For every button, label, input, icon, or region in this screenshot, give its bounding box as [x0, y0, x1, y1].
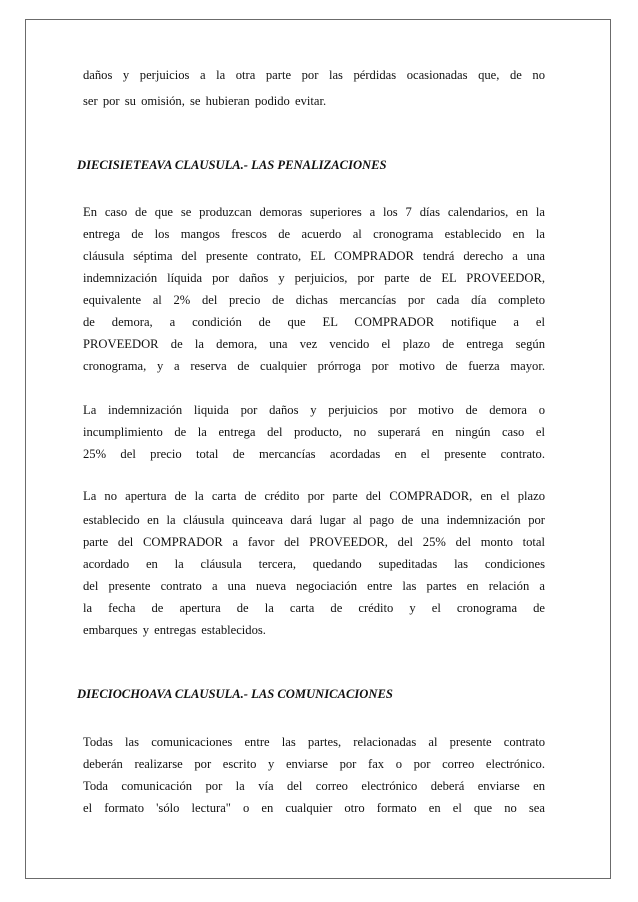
text-line: daños y perjuicios a la otra parte por las pérdidas ocasionadas que, de no [83, 68, 545, 82]
text-line: Toda comunicación por la vía del correo electrónico deberá enviarse en [83, 779, 545, 793]
text-line: En caso de que se produzcan demoras superiores a los 7 días calendarios, en la [83, 205, 545, 219]
text-line: cronograma, y a reserva de cualquier prórroga por motivo de fuerza mayor. [83, 359, 545, 373]
text-line: de demora, a condición de que EL COMPRADOR notifique a el [83, 315, 545, 329]
clause-18-heading: DIECIOCHOAVA CLAUSULA.- LAS COMUNICACIONES [77, 687, 393, 701]
text-line: acordado en la cláusula tercera, quedando supeditadas las condiciones [83, 557, 545, 571]
text-line: parte del COMPRADOR a favor del PROVEEDOR, del 25% del monto total [83, 535, 545, 549]
text-line: incumplimiento de la entrega del producto, no superará en ningún caso el [83, 425, 545, 439]
text-line: cláusula séptima del presente contrato, EL COMPRADOR tendrá derecho a una [83, 249, 545, 263]
text-line: equivalente al 2% del precio de dichas mercancías por cada día completo [83, 293, 545, 307]
text-line: La no apertura de la carta de crédito por parte del COMPRADOR, en el plazo [83, 489, 545, 503]
text-line: PROVEEDOR de la demora, una vez vencido el plazo de entrega según [83, 337, 545, 351]
clause-17-heading: DIECISIETEAVA CLAUSULA.- LAS PENALIZACIONES [77, 158, 387, 172]
text-line: entrega de los mangos frescos de acuerdo al cronograma establecido en la [83, 227, 545, 241]
text-line: 25% del precio total de mercancías acordadas en el presente contrato. [83, 447, 545, 461]
text-line: Todas las comunicaciones entre las partes, relacionadas al presente contrato [83, 735, 545, 749]
text-line: la fecha de apertura de la carta de crédito y el cronograma de [83, 601, 545, 615]
text-line: indemnización líquida por daños y perjuicios, por parte de EL PROVEEDOR, [83, 271, 545, 285]
text-line: La indemnización liquida por daños y perjuicios por motivo de demora o [83, 403, 545, 417]
text-line: del presente contrato a una nueva negociación entre las partes en relación a [83, 579, 545, 593]
text-line: establecido en la cláusula quinceava dará lugar al pago de una indemnización por [83, 513, 545, 527]
text-line: ser por su omisión, se hubieran podido evitar. [83, 94, 327, 108]
text-line: embarques y entregas establecidos. [83, 623, 266, 637]
text-line: deberán realizarse por escrito y enviarse por fax o por correo electrónico. [83, 757, 545, 771]
text-line: el formato 'sólo lectura" o en cualquier otro formato en el que no sea [83, 801, 545, 815]
